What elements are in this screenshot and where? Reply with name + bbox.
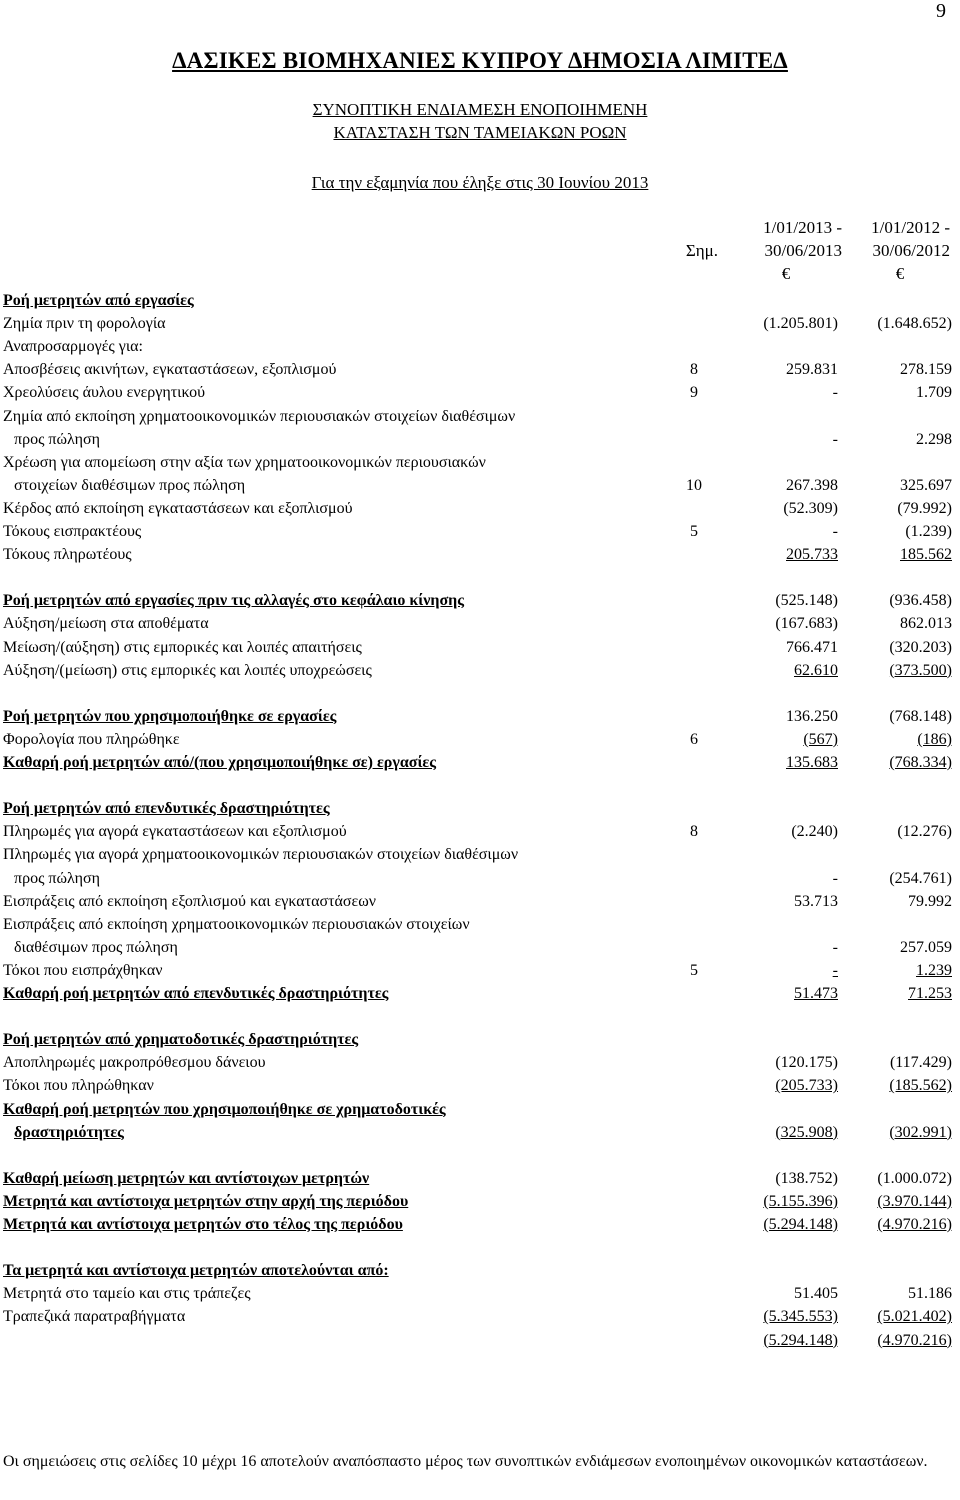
statement-period: Για την εξαμηνία που έληξε στις 30 Ιουνίου 2013 <box>311 173 649 192</box>
value-2012: (254.761) <box>889 869 952 887</box>
table-row <box>0 682 960 705</box>
row-label: Καθαρή ροή μετρητών που χρησιμοποιήθηκε σε χρηματοδοτικές <box>3 1100 446 1118</box>
value-2013: (325.908) <box>775 1123 838 1141</box>
row-label: Τόκοι που εισπράχθηκαν <box>3 961 163 979</box>
row-label: Χρεολύσεις άυλου ενεργητικού <box>3 384 206 402</box>
value-2012: 1.239 <box>916 961 952 979</box>
value-2012: 257.059 <box>900 938 952 956</box>
value-2013: 53.713 <box>794 892 838 910</box>
row-label: Ζημία πριν τη φορολογία <box>3 315 166 333</box>
value-2012: (373.500) <box>889 661 952 679</box>
column-header-2012-line2: 30/06/2012 <box>872 241 950 260</box>
row-note: 10 <box>686 476 702 494</box>
table-row <box>0 1167 960 1190</box>
value-2013: (5.294.148) <box>763 1216 838 1233</box>
value-2012: (1.000.072) <box>877 1169 952 1187</box>
value-2013: 51.405 <box>794 1285 838 1303</box>
currency-2012: € <box>895 264 905 283</box>
table-row <box>0 451 960 474</box>
table-row <box>0 335 960 358</box>
value-2013: 136.250 <box>786 707 838 725</box>
row-note: 9 <box>690 384 698 402</box>
value-2013: 62.610 <box>794 661 838 679</box>
row-label: Καθαρή μείωση μετρητών και αντίστοιχων μετρητών <box>3 1169 370 1187</box>
value-2012: (4.970.216) <box>877 1331 952 1349</box>
row-label: Αναπροσαρμογές για: <box>3 338 143 356</box>
value-2013: (52.309) <box>783 499 838 517</box>
statement-title-line1: ΣΥΝΟΠΤΙΚΗ ΕΝΔΙΑΜΕΣΗ ΕΝΟΠΟΙΗΜΕΝΗ <box>312 100 648 119</box>
value-2013: (5.345.553) <box>763 1308 838 1326</box>
table-row <box>0 520 960 543</box>
value-2012: (320.203) <box>889 638 952 656</box>
value-2012: (186) <box>917 730 952 748</box>
table-row <box>0 728 960 751</box>
column-header-2012-line1: 1/01/2012 - <box>871 218 950 237</box>
row-note: 8 <box>690 823 698 841</box>
value-2012: (185.562) <box>889 1077 952 1095</box>
table-row <box>0 1098 960 1121</box>
row-note: 5 <box>690 961 698 979</box>
table-row <box>0 1028 960 1051</box>
table-row <box>0 543 960 566</box>
value-2013: (5.155.396) <box>763 1192 838 1210</box>
row-label: προς πώληση <box>14 869 100 887</box>
value-2013: (205.733) <box>775 1077 838 1095</box>
table-row <box>0 428 960 451</box>
row-label: Ροή μετρητών από επενδυτικές δραστηριότητες <box>3 800 330 818</box>
value-2012: 862.013 <box>900 615 952 633</box>
row-label: Φορολογία που πληρώθηκε <box>3 730 180 748</box>
table-row <box>0 589 960 612</box>
table-row <box>0 474 960 497</box>
value-2013: - <box>832 938 838 956</box>
row-label: Κέρδος από εκποίηση εγκαταστάσεων και εξοπλισμού <box>3 499 353 517</box>
table-row <box>0 959 960 982</box>
value-2012: 278.159 <box>900 361 952 379</box>
column-header-2013-line2: 30/06/2013 <box>764 241 842 260</box>
table-row <box>0 820 960 843</box>
value-2013: (120.175) <box>775 1054 838 1072</box>
row-label: Τραπεζικά παρατραβήγματα <box>3 1308 186 1326</box>
row-label: Πληρωμές για αγορά εγκαταστάσεων και εξοπλισμού <box>3 823 347 841</box>
table-row <box>0 289 960 312</box>
row-label: Τόκοι που πληρώθηκαν <box>3 1077 154 1095</box>
row-note: 8 <box>690 361 698 379</box>
row-label: Αύξηση/(μείωση) στις εμπορικές και λοιπές υποχρεώσεις <box>3 661 372 679</box>
table-row <box>0 797 960 820</box>
row-label: Μετρητά και αντίστοιχα μετρητών στην αρχή της περιόδου <box>3 1192 409 1210</box>
value-2013: - <box>832 869 838 887</box>
row-label: Τα μετρητά και αντίστοιχα μετρητών αποτελούνται από: <box>3 1262 389 1280</box>
table-row <box>0 566 960 589</box>
statement-title-line2: ΚΑΤΑΣΤΑΣΗ ΤΩΝ ΤΑΜΕΙΑΚΩΝ ΡΟΩΝ <box>333 123 627 142</box>
table-row <box>0 890 960 913</box>
row-label: Αποσβέσεις ακινήτων, εγκαταστάσεων, εξοπλισμού <box>3 361 337 379</box>
table-row <box>0 843 960 866</box>
table-row <box>0 1190 960 1213</box>
row-label: Αύξηση/μείωση στα αποθέματα <box>3 615 209 633</box>
value-2013: (138.752) <box>775 1169 838 1187</box>
value-2012: (5.021.402) <box>877 1308 952 1326</box>
table-row <box>0 751 960 774</box>
value-2012: (936.458) <box>889 592 952 610</box>
value-2012: 185.562 <box>900 546 952 564</box>
value-2012: (1.648.652) <box>877 315 952 333</box>
table-row <box>0 612 960 635</box>
table-row <box>0 636 960 659</box>
row-note: 6 <box>690 730 698 748</box>
table-row <box>0 867 960 890</box>
row-label: Χρέωση για απομείωση στην αξία των χρηματοοικονομικών περιουσιακών <box>3 453 486 471</box>
value-2012: (12.276) <box>897 823 952 841</box>
table-row <box>0 358 960 381</box>
value-2013: - <box>832 384 838 402</box>
table-row <box>0 1051 960 1074</box>
value-2012: (117.429) <box>889 1054 952 1072</box>
value-2012: (4.970.216) <box>877 1216 952 1233</box>
currency-2013: € <box>781 264 791 283</box>
table-row <box>0 1005 960 1028</box>
value-2012: 51.186 <box>908 1285 952 1303</box>
value-2012: (79.992) <box>897 499 952 517</box>
row-label: Τόκους εισπρακτέους <box>3 523 142 540</box>
value-2012: (302.991) <box>889 1123 952 1141</box>
row-label: Ροή μετρητών που χρησιμοποιήθηκε σε εργασίες <box>3 707 337 725</box>
row-label: δραστηριότητες <box>14 1123 124 1141</box>
table-row <box>0 1236 960 1259</box>
row-label: Εισπράξεις από εκποίηση εξοπλισμού και εγκαταστάσεων <box>3 892 377 910</box>
value-2013: (5.294.148) <box>763 1331 838 1349</box>
table-row <box>0 1213 960 1236</box>
row-label: Αποπληρωμές μακροπρόθεσμου δάνειου <box>3 1054 266 1072</box>
value-2012: (768.334) <box>889 754 952 771</box>
table-row <box>0 982 960 1005</box>
row-label: Ροή μετρητών από χρηματοδοτικές δραστηριότητες <box>3 1031 359 1049</box>
column-header-2013-line1: 1/01/2013 - <box>763 218 842 237</box>
value-2012: 2.298 <box>916 430 952 448</box>
row-label: Μετρητά και αντίστοιχα μετρητών στο τέλος της περιόδου <box>3 1216 403 1233</box>
table-row <box>0 1259 960 1282</box>
row-label: Ροή μετρητών από εργασίες πριν τις αλλαγές στο κεφάλαιο κίνησης <box>3 592 465 610</box>
value-2012: 325.697 <box>900 476 952 494</box>
value-2013: 135.683 <box>786 754 838 771</box>
value-2012: (1.239) <box>905 523 952 540</box>
row-label: προς πώληση <box>14 430 100 448</box>
company-name: ΔΑΣΙΚΕΣ ΒΙΟΜΗΧΑΝΙΕΣ ΚΥΠΡΟΥ ΔΗΜΟΣΙΑ ΛΙΜΙΤΕΔ <box>172 48 788 73</box>
table-row <box>0 312 960 335</box>
value-2013: 267.398 <box>786 476 838 494</box>
table-row <box>0 659 960 682</box>
value-2013: 259.831 <box>786 361 838 379</box>
row-label: Μείωση/(αύξηση) στις εμπορικές και λοιπές απαιτήσεις <box>3 638 362 656</box>
row-label: στοιχείων διαθέσιμων προς πώληση <box>14 476 246 494</box>
value-2012: 71.253 <box>908 985 952 1002</box>
table-row <box>0 705 960 728</box>
value-2012: (3.970.144) <box>877 1192 952 1210</box>
value-2013: (567) <box>803 730 838 748</box>
table-row <box>0 1121 960 1144</box>
row-label: Καθαρή ροή μετρητών από/(που χρησιμοποιήθηκε σε) εργασίες <box>3 754 437 771</box>
value-2012: 1.709 <box>916 384 952 402</box>
table-row <box>0 497 960 520</box>
table-row <box>0 1074 960 1097</box>
table-row <box>0 381 960 404</box>
value-2013: (1.205.801) <box>763 315 838 333</box>
value-2013: 51.473 <box>794 985 838 1002</box>
value-2013: 766.471 <box>786 638 838 656</box>
row-label: Μετρητά στο ταμείο και στις τράπεζες <box>3 1285 251 1303</box>
table-row <box>0 936 960 959</box>
row-label: Εισπράξεις από εκποίηση χρηματοοικονομικών περιουσιακών στοιχείων <box>3 915 470 933</box>
value-2013: 205.733 <box>786 546 838 564</box>
table-row <box>0 1329 960 1352</box>
row-label: Ζημία από εκποίηση χρηματοοικονομικών περιουσιακών στοιχείων διαθέσιμων <box>3 407 516 425</box>
footer-note: Οι σημειώσεις στις σελίδες 10 μέχρι 16 αποτελούν αναπόσπαστο μέρος των συνοπτικών ενδιάμεσων ενοποιημένων οικονομικών καταστάσεων. <box>3 1453 928 1470</box>
table-row <box>0 774 960 797</box>
table-row <box>0 405 960 428</box>
value-2013: - <box>832 961 838 979</box>
table-row <box>0 1144 960 1167</box>
row-label: Ροή μετρητών από εργασίες <box>3 292 194 309</box>
value-2012: (768.148) <box>889 707 952 725</box>
page-number: 9 <box>936 0 946 22</box>
row-label: Τόκους πληρωτέους <box>3 546 132 564</box>
table-row <box>0 1282 960 1305</box>
row-label: Καθαρή ροή μετρητών από επενδυτικές δραστηριότητες <box>3 985 389 1002</box>
column-header-note: Σημ. <box>685 241 718 260</box>
value-2012: 79.992 <box>908 892 952 910</box>
value-2013: (2.240) <box>791 823 838 841</box>
value-2013: - <box>832 523 838 540</box>
value-2013: - <box>832 430 838 448</box>
value-2013: (167.683) <box>775 615 838 633</box>
table-row <box>0 913 960 936</box>
row-label: Πληρωμές για αγορά χρηματοοικονομικών περιουσιακών στοιχείων διαθέσιμων <box>3 846 519 864</box>
table-row <box>0 1305 960 1328</box>
value-2013: (525.148) <box>775 592 838 610</box>
row-note: 5 <box>690 523 698 540</box>
row-label: διαθέσιμων προς πώληση <box>14 938 178 956</box>
